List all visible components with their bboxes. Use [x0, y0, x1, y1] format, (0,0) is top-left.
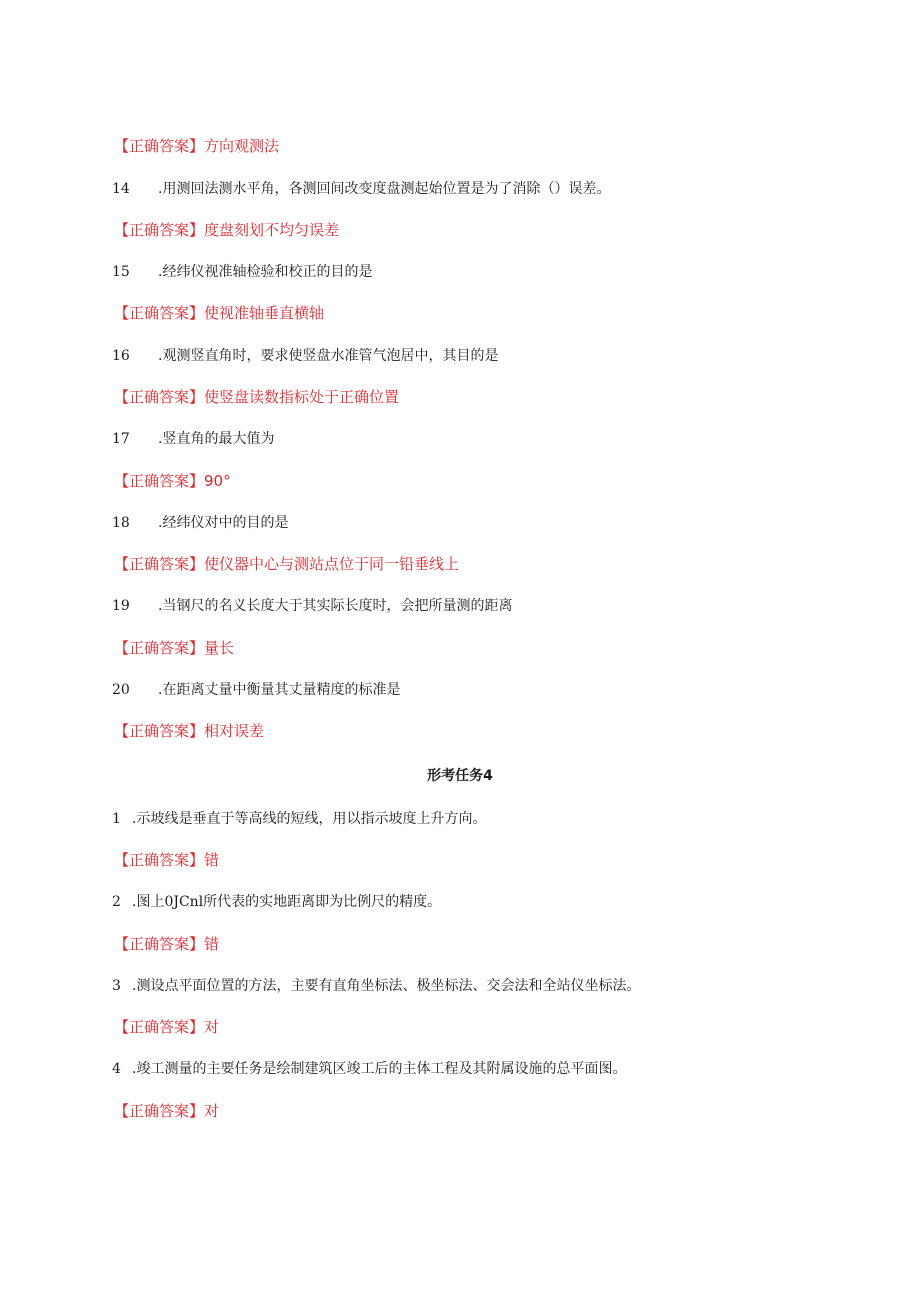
answer-text: 量长 — [204, 639, 235, 657]
answer-prefix: 【正确答案】 — [114, 221, 205, 239]
question-number: 19 — [112, 598, 130, 614]
section-answer-3 — [114, 1016, 219, 1037]
question-text: .示坡线是垂直于等高线的短线，用以指示坡度上升方向。 — [132, 811, 487, 827]
answer-prefix: 【正确答案】 — [114, 935, 205, 953]
section-title: 形考任务4 — [427, 768, 493, 784]
question-16 — [112, 345, 498, 365]
section-question-3 — [112, 975, 640, 995]
question-19 — [112, 595, 512, 615]
section-answer-1 — [114, 849, 219, 870]
answer-20 — [114, 720, 264, 741]
question-17 — [112, 428, 274, 448]
question-number: 15 — [112, 264, 130, 280]
question-18 — [112, 512, 288, 532]
answer-prefix: 【正确答案】 — [114, 639, 205, 657]
section-question-1 — [112, 808, 486, 828]
question-number: 17 — [112, 431, 130, 447]
question-14 — [112, 178, 610, 198]
question-text: .竣工测量的主要任务是绘制建筑区竣工后的主体工程及其附属设施的总平面图。 — [132, 1061, 627, 1077]
answer-text: 使竖盘读数指标处于正确位置 — [204, 388, 400, 406]
question-number: 3 — [112, 978, 121, 994]
question-number: 14 — [112, 181, 130, 197]
question-text: .用测回法测水平角，各测回间改变度盘测起始位置是为了消除（）误差。 — [158, 181, 611, 197]
answer-text: 错 — [204, 851, 220, 869]
answer-prefix: 【正确答案】 — [114, 1018, 205, 1036]
answer-text: 相对误差 — [204, 722, 265, 740]
section-answer-2 — [114, 933, 219, 954]
section-question-2 — [112, 891, 441, 911]
answer-prefix: 【正确答案】 — [114, 722, 205, 740]
answer-14 — [114, 219, 339, 240]
question-text: .图上0JCnl所代表的实地距离即为比例尺的精度。 — [132, 894, 442, 910]
answer-13 — [114, 135, 279, 156]
answer-text: 使仪器中心与测站点位于同一铅垂线上 — [204, 555, 460, 573]
question-text: .经纬仪视准轴检验和校正的目的是 — [158, 264, 373, 280]
answer-text: 对 — [204, 1102, 220, 1120]
section-question-4 — [112, 1058, 626, 1078]
answer-prefix: 【正确答案】 — [114, 137, 205, 155]
question-number: 20 — [112, 682, 130, 698]
question-text: .竖直角的最大值为 — [158, 431, 275, 447]
answer-text: 错 — [204, 935, 220, 953]
question-15 — [112, 261, 372, 281]
question-20 — [112, 679, 400, 699]
answer-text: 使视准轴垂直横轴 — [204, 304, 325, 322]
question-number: 4 — [112, 1061, 121, 1077]
answer-prefix: 【正确答案】 — [114, 388, 205, 406]
question-text: .测设点平面位置的方法，主要有直角坐标法、极坐标法、交会法和全站仪坐标法。 — [132, 978, 641, 994]
answer-prefix: 【正确答案】 — [114, 472, 205, 490]
question-number: 18 — [112, 515, 130, 531]
section-answer-4 — [114, 1100, 219, 1121]
answer-prefix: 【正确答案】 — [114, 851, 205, 869]
question-text: .观测竖直角时，要求使竖盘水准管气泡居中，其目的是 — [158, 348, 499, 364]
answer-19 — [114, 637, 234, 658]
answer-prefix: 【正确答案】 — [114, 1102, 205, 1120]
question-text: .在距离丈量中衡量其丈量精度的标准是 — [158, 682, 401, 698]
answer-text: 方向观测法 — [204, 137, 280, 155]
answer-text: 90° — [204, 472, 231, 490]
answer-16 — [114, 386, 399, 407]
answer-prefix: 【正确答案】 — [114, 304, 205, 322]
question-number: 2 — [112, 894, 121, 910]
question-text: .当钢尺的名义长度大于其实际长度时，会把所量测的距离 — [158, 598, 513, 614]
answer-17 — [114, 470, 231, 491]
question-number: 16 — [112, 348, 130, 364]
answer-text: 对 — [204, 1018, 220, 1036]
answer-15 — [114, 302, 324, 323]
answer-18 — [114, 553, 459, 574]
question-text: .经纬仪对中的目的是 — [158, 515, 289, 531]
answer-text: 度盘刻划不均匀误差 — [204, 221, 340, 239]
question-number: 1 — [112, 811, 121, 827]
answer-prefix: 【正确答案】 — [114, 555, 205, 573]
